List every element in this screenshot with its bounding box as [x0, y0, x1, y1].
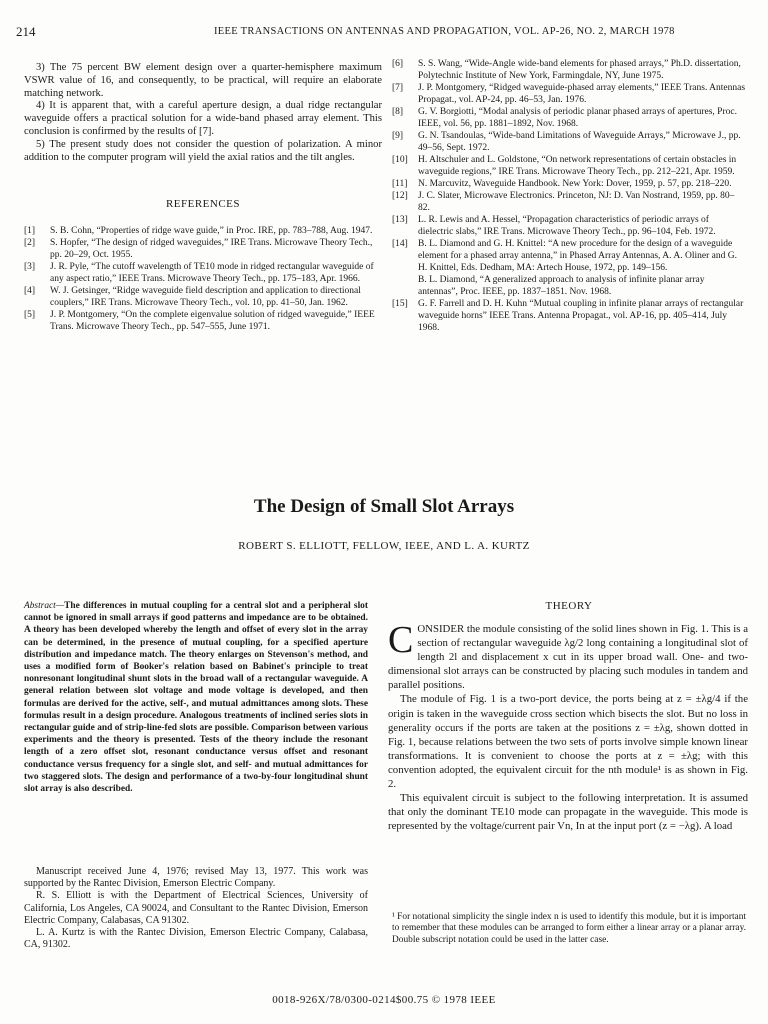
reference-number: [15] — [392, 299, 408, 309]
reference-number: [13] — [392, 215, 408, 225]
reference-text: S. Hopfer, “The design of ridged waveguides,” IRE Trans. Microwave Theory Tech., pp. 20–29, Oct. 1955. — [50, 238, 373, 261]
reference-item — [392, 106, 746, 130]
reference-item — [24, 261, 382, 285]
page-number: 214 — [16, 24, 36, 39]
left-column-top — [24, 62, 382, 333]
reference-text: W. J. Getsinger, “Ridge waveguide field description and application to directional couplers,” IRE Trans. Microwave Theory Tech., vol. 10, pp. 41–50, Jan. 1962. — [50, 286, 361, 309]
theory-paragraph-3: This equivalent circuit is subject to the following interpretation. It is assumed that only the dominant TE10 mode can propagate in the waveguide. This mode is represented by the voltage/current pair Vn, In at the input port (z = −λg). A load — [388, 792, 748, 833]
reference-item — [392, 238, 746, 274]
footnote-kurtz: L. A. Kurtz is with the Rantec Division, Emerson Electric Company, Calabasa, CA, 91302. — [24, 927, 368, 951]
reference-text: J. P. Montgomery, “On the complete eigenvalue solution of ridged waveguide,” IEEE Trans. Microwave Theory Tech., pp. 547–555, June 1971. — [50, 310, 375, 333]
reference-item — [24, 237, 382, 261]
reference-text: H. Altschuler and L. Goldstone, “On network representations of certain obstacles in waveguide regions,” IRE Trans. Microwave Theory Tech., pp. 212–221, Apr. 1959. — [418, 155, 737, 177]
reference-text: B. L. Diamond, “A generalized approach to analysis of infinite planar array antennas”, Proc. IEEE, pp. 1837–1851. Nov. 1968. — [418, 275, 705, 297]
reference-text: J. R. Pyle, “The cutoff wavelength of TE10 mode in ridged rectangular waveguide of any aspect ratio,” IEEE Trans. Microwave Theory Tech., pp. 175–183, Apr. 1966. — [50, 262, 374, 285]
reference-number: [8] — [392, 107, 404, 117]
theory-paragraph-1-text: ONSIDER the module consisting of the solid lines shown in Fig. 1. This is a section of rectangular waveguide λg/2 long containing a longitudinal slot of length 2l and displacement x cut in its upper broad wall. One- and two-dimensional slot arrays can be constructed by placing such modules in tandem and parallel positions. — [388, 623, 748, 692]
reference-number: [2] — [24, 238, 36, 249]
reference-text: G. V. Borgiotti, “Modal analysis of periodic planar phased arrays of apertures, Proc. IEEE, vol. 56, pp. 1881–1892, Nov. 1968. — [418, 107, 737, 129]
reference-item — [392, 274, 746, 298]
theory-paragraph-1 — [388, 619, 748, 692]
reference-text: S. S. Wang, “Wide-Angle wide-band elements for phased arrays,” Ph.D. dissertation, Polytechnic Institute of New York, Farmingdale, NY, June 1975. — [418, 59, 741, 81]
reference-item — [392, 214, 746, 238]
conclusion-item-3: 3) The 75 percent BW element design over a quarter-hemisphere maximum VSWR value of 16, and consequently, to be practical, will require an elaborate matching network. — [24, 62, 382, 99]
reference-item — [24, 225, 382, 237]
theory-body — [388, 619, 748, 833]
manuscript-footnotes — [24, 866, 368, 951]
reference-item — [392, 154, 746, 178]
reference-number: [12] — [392, 191, 408, 201]
reference-text: G. F. Farrell and D. H. Kuhn “Mutual coupling in infinite planar arrays of rectangular waveguide horns” IEEE Trans. Antenna Propagat., vol. AP-16, pp. 405–414, July 1968. — [418, 299, 744, 333]
reference-text: J. P. Montgomery, “Ridged waveguide-phased array elements,” IEEE Trans. Antennas Propagat., vol. AP-24, pp. 46–53, Jan. 1976. — [418, 83, 746, 105]
article-title: The Design of Small Slot Arrays — [253, 496, 515, 517]
reference-item — [392, 58, 746, 82]
reference-number: [11] — [392, 179, 408, 189]
reference-text: N. Marcuvitz, Waveguide Handbook. New York: Dover, 1959, p. 57, pp. 218–220. — [418, 179, 732, 189]
reference-text: S. B. Cohn, “Properties of ridge wave guide,” in Proc. IRE, pp. 783–788, Aug. 1947. — [50, 226, 373, 237]
reference-text: G. N. Tsandoulas, “Wide-band Limitations of Waveguide Arrays,” Microwave J., pp. 49–56, Sept. 1972. — [418, 131, 741, 153]
reference-item — [24, 285, 382, 309]
reference-number: [4] — [24, 286, 36, 297]
reference-item — [24, 309, 382, 333]
references-list-left — [24, 225, 382, 333]
footnote-received: Manuscript received June 4, 1976; revised May 13, 1977. This work was supported by the Rantec Division, Emerson Electric Company. — [24, 866, 368, 890]
reference-number: [3] — [24, 262, 36, 273]
reference-number: [14] — [392, 239, 408, 249]
reference-number: [10] — [392, 155, 408, 165]
conclusion-item-4: 4) It is apparent that, with a careful aperture design, a dual ridge rectangular waveguide offers a practical solution for a wide-band phased array element. This conclusion is confirmed by the results of [7]. — [24, 100, 382, 137]
reference-number: [6] — [392, 59, 404, 69]
reference-number: [5] — [24, 310, 36, 321]
reference-item — [392, 178, 746, 190]
conclusion-item-5: 5) The present study does not consider the question of polarization. A minor addition to the computer program will yield the axial ratios and the tilt angles. — [24, 138, 382, 163]
reference-number: [7] — [392, 83, 404, 93]
abstract — [24, 600, 368, 795]
running-header: IEEE TRANSACTIONS ON ANTENNAS AND PROPAGATION, VOL. AP-26, NO. 2, MARCH 1978 — [214, 26, 675, 37]
drop-cap: C — [388, 619, 414, 661]
abstract-lead: Abstract— — [24, 601, 65, 611]
references-heading: REFERENCES — [165, 198, 241, 211]
reference-text: J. C. Slater, Microwave Electronics. Princeton, NJ: D. Van Nostrand, 1959, pp. 80–82. — [418, 191, 735, 213]
theory-heading: THEORY — [545, 600, 593, 612]
theory-footnote: ¹ For notational simplicity the single index n is used to identify this module, but it is important to remember that these modules can be arranged to form either a linear array or a planar array. Double subscript notation could be used in the latter case. — [392, 912, 746, 945]
reference-item — [392, 82, 746, 106]
reference-text: B. L. Diamond and G. H. Knittel: “A new procedure for the design of a waveguide element for a phased array antenna,” in Phased Array Antennas, A. A. Oliner and G. H. Knittel, Eds. Dedham, MA: Artech House, 1972, pp. 149–156. — [418, 239, 737, 273]
article-authors: ROBERT S. ELLIOTT, FELLOW, IEEE, AND L. A. KURTZ — [238, 540, 530, 552]
abstract-body: The differences in mutual coupling for a central slot and a peripheral slot cannot be ignored in small arrays if good patterns and impedance are to be obtained. A theory has been developed whereby the length and offset of every slot in the array can be determined, in the presence of mutual coupling, for a specified aperture distribution and impedance match. The theory enlarges on Stevenson's method, and uses a modified form of Booker's relation based on Babinet's principle to treat nonresonant longitudinal shunt slots in the broad wall of a rectangular waveguide. A general relation between slot voltage and mode voltage is developed, and then formulas are derived for the active, self-, and mutual admittances among slots. These formulas result in a design procedure. Analogous treatments of inclined series slots in rectangular guide and of strip-line-fed slots are possible. Comparison between various experiments and the theory is presented. Tests of the theory include the resonant length of a zero offset slot, resonant conductance versus offset and resonant conductance versus frequency for a single slot, and self- and mutual admittances for two staggered slots. The design and performance of a two-by-four longitudinal shunt slot array is also described. — [24, 601, 368, 795]
footnote-elliott: R. S. Elliott is with the Department of Electrical Sciences, University of California, Los Angeles, CA 90024, and Consultant to the Rantec Division, Emerson Electric Company, Calabasas, CA 91302. — [24, 890, 368, 926]
theory-paragraph-2: The module of Fig. 1 is a two-port device, the ports being at z = ±λg/4 if the origin is taken in the waveguide cross section which bisects the slot. But no loss in generality occurs if the ports are taken at the positions z = ±λg, shown dotted in Fig. 1, because relations between the two sets of ports involve simple known linear transformations. It is convenient to choose the ports at z = ±λg; with this convention adopted, the equivalent circuit for the nth module¹ is as shown in Fig. 2. — [388, 693, 748, 791]
reference-item — [392, 130, 746, 154]
reference-text: L. R. Lewis and A. Hessel, “Propagation characteristics of periodic arrays of dielectric slabs,” IRE Trans. Microwave Theory Tech., pp. 96–104, Feb. 1972. — [418, 215, 716, 237]
references-list-right — [392, 58, 746, 334]
copyright-footer: 0018-926X/78/0300-0214$00.75 © 1978 IEEE — [272, 994, 496, 1006]
reference-number: [9] — [392, 131, 404, 141]
reference-item — [392, 298, 746, 334]
reference-item — [392, 190, 746, 214]
reference-number: [1] — [24, 226, 36, 237]
